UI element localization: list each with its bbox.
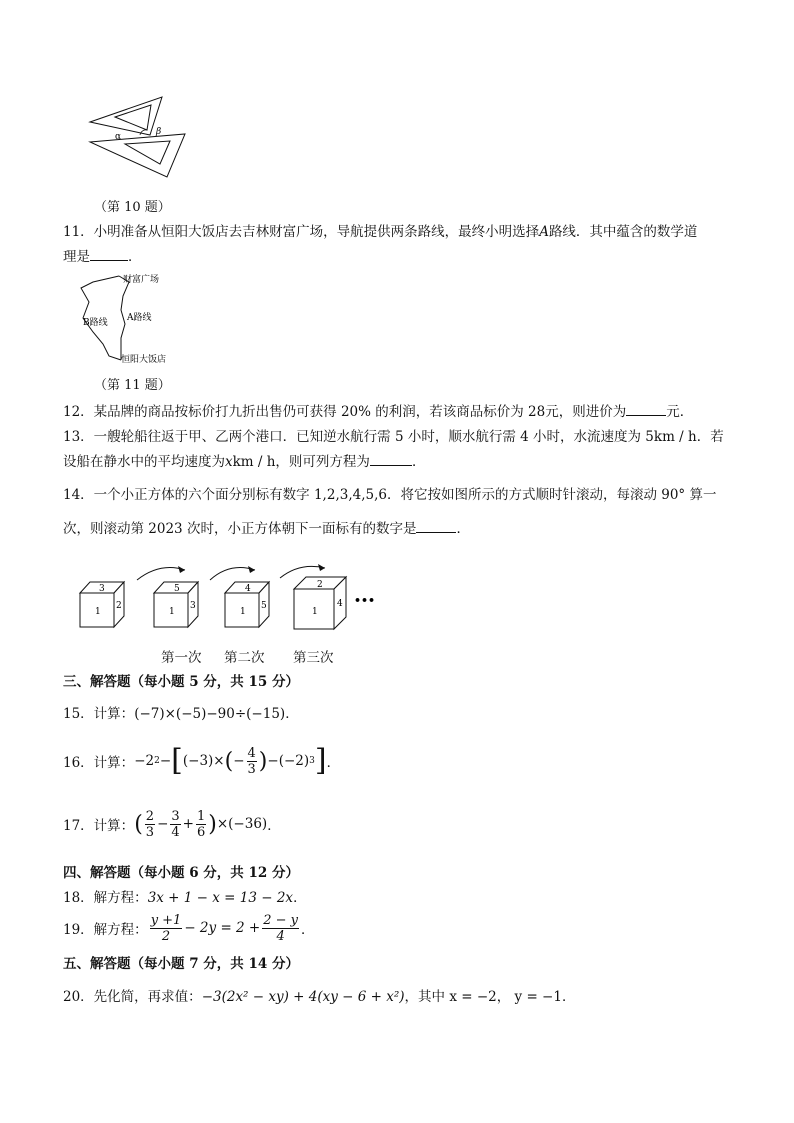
q17-f1-num: 2	[145, 808, 155, 824]
q17-frac-3	[196, 809, 206, 840]
q17-tail: ×(−36)	[216, 816, 268, 832]
q18-line	[63, 886, 307, 906]
q16-paren-left: (	[224, 748, 234, 774]
q13-answer-blank[interactable]	[370, 452, 412, 466]
q20-label: 20．先化简，再求值：	[63, 989, 202, 1005]
q13-var: x	[225, 454, 233, 470]
q16-p3: (−3)×	[182, 753, 225, 769]
q16-line	[63, 741, 340, 781]
q19-end: ．	[301, 922, 315, 938]
q18-label: 18．解方程：	[63, 890, 148, 906]
q10-figure	[85, 92, 195, 184]
cube-1-top: 3	[99, 584, 105, 594]
q16-paren-right: )	[258, 748, 268, 774]
q12-line	[63, 400, 693, 420]
cube-1-front: 1	[95, 607, 101, 617]
q19-f1-num: y +1	[150, 912, 182, 928]
q17-label: 17．计算：	[63, 818, 135, 834]
q17-f2-num: 3	[171, 808, 180, 824]
q16-end: ．	[326, 755, 341, 771]
q14-line2	[63, 517, 470, 537]
q19-label: 19．解方程：	[63, 922, 148, 938]
q14-text3: ．	[456, 521, 470, 537]
roll-label-1: 第一次	[161, 650, 202, 666]
q17-frac-1	[145, 809, 155, 840]
q11-text4: ．	[128, 249, 142, 265]
q11-text1: 11．小明准备从恒阳大饭店去吉林财富广场，导航提供两条路线，最终小明选择	[63, 224, 540, 240]
cube-2-top: 5	[174, 584, 180, 594]
q16-p1-sup: 2	[154, 756, 160, 766]
q20-cond: ，其中 x = −2， y = −1．	[404, 989, 576, 1005]
q19-f2-num: 2 − y	[263, 912, 299, 928]
roll-label-2: 第二次	[224, 650, 265, 666]
q11-route-var: A	[539, 224, 549, 240]
cube-3	[225, 582, 269, 627]
cube-2-right: 3	[190, 601, 196, 611]
cube-4-top: 2	[317, 580, 323, 590]
q16-p4: −(−2)	[267, 753, 310, 769]
q16-frac-num: 4	[247, 745, 256, 761]
q19-f1-den: 2	[161, 928, 171, 944]
q17-paren-left: (	[134, 811, 143, 837]
q17-line	[63, 804, 281, 844]
q16-p1: −2	[134, 753, 155, 769]
q13-line2	[63, 450, 425, 470]
q14-figure	[70, 560, 380, 635]
q17-f2-den: 4	[171, 824, 180, 840]
alpha-label: α	[115, 132, 122, 142]
q12-text2: 元．	[666, 404, 694, 420]
q14-line1: 14．一个小正方体的六个面分别标有数字 1,2,3,4,5,6．将它按如图所示的方式顺时针滚动，每滚动 90° 算一	[63, 487, 717, 503]
q20-line	[63, 985, 575, 1005]
q12-answer-blank[interactable]	[626, 402, 666, 416]
q18-expr: 3x + 1 − x = 13 − 2x	[147, 890, 294, 906]
cube-3-right: 5	[261, 601, 267, 611]
q19-f2-den: 4	[276, 928, 285, 944]
q13-line1: 13．一艘轮船往返于甲、乙两个港口．已知逆水航行需 5 小时，顺水航行需 4 小时，水流速度为 5km / h．若	[63, 429, 724, 445]
q13-text2b: km / h，则可列方程为	[232, 454, 370, 470]
q11-map	[75, 268, 195, 368]
map-label-b: B路线	[83, 318, 108, 328]
q17-f1-den: 3	[145, 824, 155, 840]
q19-line	[63, 908, 315, 948]
q17-op2: +	[182, 816, 194, 832]
q16-p2: −	[159, 753, 172, 769]
q16-p4-sup: 3	[309, 756, 315, 766]
q14-answer-blank[interactable]	[416, 519, 456, 533]
q20-expr: −3(2x² − xy) + 4(xy − 6 + x²)	[201, 989, 405, 1005]
cube-1	[80, 582, 124, 627]
q12-text1: 12．某品牌的商品按标价打九折出售仍可获得 20% 的利润，若该商品标价为 28元，则进价为	[63, 404, 627, 420]
cube-2	[154, 582, 198, 627]
roll-label-3: 第三次	[293, 650, 334, 666]
q15-expr: (−7)×(−5)−90÷(−15)	[134, 706, 286, 722]
section-5-heading: 五、解答题（每小题 7 分，共 14 分）	[63, 956, 299, 972]
q13-text2a: 设船在静水中的平均速度为	[63, 454, 225, 470]
cube-4-front: 1	[312, 607, 318, 617]
cube-4	[294, 577, 346, 629]
q16-bracket-right: ]	[314, 743, 327, 778]
section-3-heading: 三、解答题（每小题 5 分，共 15 分）	[63, 674, 299, 690]
cube-4-right: 4	[337, 599, 343, 609]
q17-f3-den: 6	[196, 824, 206, 840]
q17-paren-right: )	[208, 811, 217, 837]
q14-text2: 次，则滚动第 2023 次时，小正方体朝下一面标有的数字是	[63, 521, 417, 537]
q11-text3: 理是	[63, 249, 90, 265]
q16-frac-den: 3	[247, 761, 256, 777]
q15-label: 15．计算：	[63, 706, 135, 722]
q11-line2	[63, 245, 142, 265]
q10-caption: （第 10 题）	[94, 200, 171, 215]
q19-frac-1	[150, 913, 183, 944]
q11-line1	[63, 220, 697, 240]
beta-label: β	[156, 127, 162, 137]
cube-1-right: 2	[116, 601, 122, 611]
map-label-top: 财富广场	[123, 275, 160, 285]
q16-minus: −	[233, 753, 245, 769]
q11-text2: 路线．其中蕴含的数学道	[548, 224, 698, 240]
q19-frac-2	[262, 913, 299, 944]
q17-frac-2	[170, 809, 180, 840]
q19-mid: − 2y = 2 +	[184, 920, 261, 936]
q18-end: ．	[293, 890, 307, 906]
q11-caption: （第 11 题）	[94, 378, 171, 393]
q15-end: ．	[285, 706, 299, 722]
q13-text2c: ．	[411, 454, 426, 470]
map-label-a: A路线	[127, 313, 152, 323]
section-4-heading: 四、解答题（每小题 6 分，共 12 分）	[63, 865, 299, 881]
q17-end: ．	[267, 818, 281, 834]
q16-bracket-left: [	[171, 743, 183, 778]
q11-answer-blank[interactable]	[90, 247, 128, 261]
map-label-bottom: 恒阳大饭店	[121, 355, 167, 365]
q16-fraction	[247, 746, 257, 777]
q15-line	[63, 702, 299, 722]
cube-2-front: 1	[169, 607, 175, 617]
q16-label: 16．计算：	[63, 755, 135, 771]
cube-3-top: 4	[245, 584, 251, 594]
q17-op1: −	[157, 816, 169, 832]
q17-f3-num: 1	[196, 808, 206, 824]
cube-ellipsis: •••	[354, 594, 376, 607]
cube-3-front: 1	[240, 607, 246, 617]
